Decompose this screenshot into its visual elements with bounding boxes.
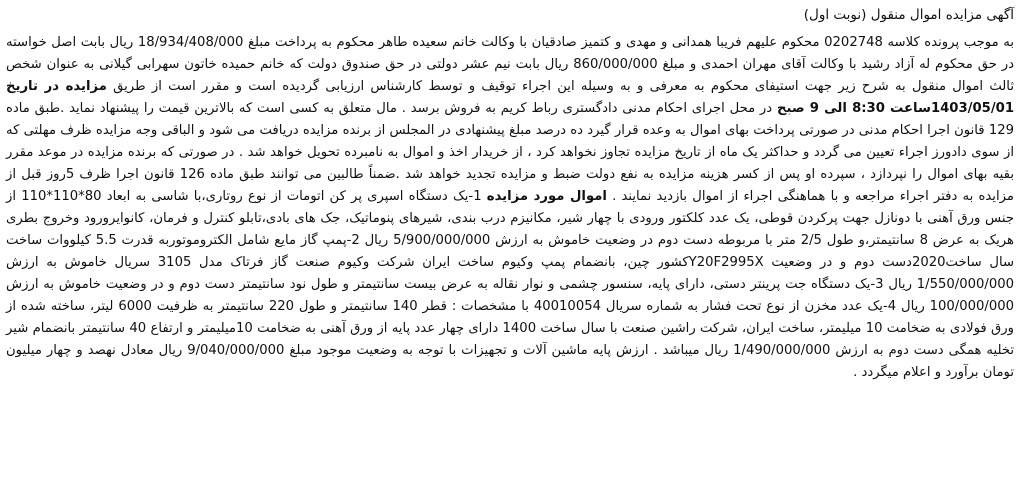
notice-terms: در محل اجرای احکام مدنی دادگستری رباط کریم به فروش برسد . مال متعلق به کسی است که بالاترین قیمت را پیشنهاد نماید .طبق ماده 129 قانون اجرا احکام مدنی در صورتی پرداخت بهای اموال به وعده قرار گیرد ده درصد مبلغ پیشنهادی در المجلس از برنده مزایده دریافت می شود و الباقی وجه مزایده ظرف مهلتی که از سوی دادورز اجراء تعیین می گردد و حداکثر یک ماه از تاریخ مزایده تجاوز نخواهد کرد ، از خریدار اخذ و اموال به نامبرده تحویل خواهد شد . در صورتی که برنده مزایده در موعد مقرر بقیه بهای اموال را نپردازد ، سپرده او پس از کسر هزینه مزایده به نفع دولت ضبط و مزایده تجدید خواهد شد .ضمناً طالبین می توانند طبق ماده 126 قانون اجرا ظرف 5روز قبل از مزایده به دفتر اجراء مراجعه و با هماهنگی اجراء از اموال بازدید نمایند .: [6, 101, 1015, 204]
items-heading: اموال مورد مزایده: [486, 189, 607, 204]
notice-intro: به موجب پرونده کلاسه 0202748 محکوم علیهم فریبا همدانی و مهدی و کتمیز صادقیان با وکالت خانم سعیده طاهر محکوم به پرداخت مبلغ 18/934/408/000 ریال بابت اصل خواسته در حق محکوم له آزاد رشید با وکالت آقای مهران احمدی و مبلغ 860/000/000 ریال بابت نیم عشر دولتی در حق صندوق دولت که خانم حمیده خاتون سهرابی گیلانی به عنوان شخص ثالث اموال منقول به شرح زیر جهت استیفای محکوم به معرفی و به وسیله این اجراء توقیف و توسط کارشناس ارزیابی گردیده است و مقرر است از طریق: [6, 35, 1014, 94]
auction-date: مزایده در تاریخ 1403/05/01ساعت 8:30 الی 9 صبح: [6, 79, 1014, 116]
notice-body: [6, 32, 1014, 384]
auction-items: 1-یک دستگاه اسپری پر کن اتومات از نوع روتاری،با شاسی به ابعاد 80*110*110 از جنس ورق آهنی با دونازل جهت پرکردن قوطی، یک عدد کلکتور ورودی با چهار شیر، مکانیزم درب بندی، شیرهای پنوماتیک، جک های بادی،تابلو کنترل و فرمان، کانوایرورود وخروج بطری هریک به عرض 8 سانتیمتر،و طول 2/5 متر با مربوطه دست دوم در وضعیت خاموش به ارزش 5/900/000/000 ریال 2-پمپ گاز مایع شامل الکتروموتوربه قدرت 5.5 کیلووات ساخت سال ساخت2020دست دوم و در وضعیت Y20F2995Xکشور چین، بانضمام پمپ وکیوم ساخت ایران شرکت وکیوم صنعت گاز فرتاک مدل 3105 سریال خاموش به ارزش 1/550/000/000 ریال 3-یک دستگاه جت پرینتر دستی، دارای پایه، سنسور چشمی و نوار نقاله به عرض بیست سانتیمتر و طول نود سانتیمتر دست دوم و در وضعیت خاموش به ارزش 100/000/000 ریال 4-یک عدد مخزن از نوع تحت فشار به شماره سریال 40010054 با مشخصات : قطر 140 سانتیمتر و طول 220 سانتیمتر به ظرفیت 6000 لیتر، ساخته شده از ورق فولادی به ضخامت 10 میلیمتر، ساخت ایران، شرکت راشین صنعت با سال ساخت 1400 دارای چهار عدد پایه از ورق آهنی به ضخامت 10میلیمتر و ارتفاع 40 سانتیمتر بانضمام شیر تخلیه همگی دست دوم به ارزش 1/490/000/000 ریال میباشد . ارزش پایه ماشین آلات و تجهیزات با توجه به وضعیت موجود مبلغ 9/040/000/000 ریال معادل نهصد و چهار میلیون تومان برآورد و اعلام میگردد .: [6, 189, 1015, 380]
notice-title: آگهی مزایده اموال منقول (نوبت اول): [803, 7, 1014, 23]
